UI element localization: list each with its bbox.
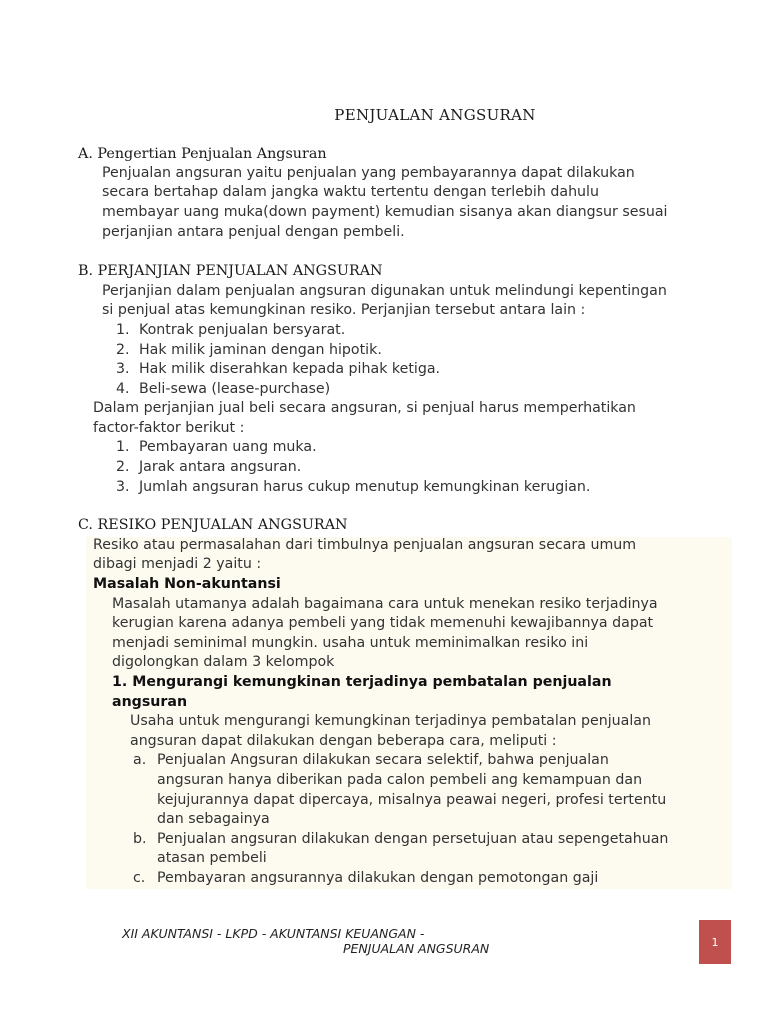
list-item: 1. Kontrak penjualan bersyarat.: [116, 322, 346, 338]
footer-line: PENJUALAN ANGSURAN: [343, 941, 490, 956]
section-c-para-line: Masalah utamanya adalah bagaimana cara untuk menekan resiko terjadinya: [112, 596, 658, 612]
section-a-line: membayar uang muka(down payment) kemudian sisanya akan diangsur sesuai: [102, 204, 668, 220]
section-a-line: perjanjian antara penjual dengan pembeli.: [102, 224, 405, 240]
item-line: atasan pembeli: [157, 850, 267, 866]
list-item: 1. Pembayaran uang muka.: [116, 439, 317, 455]
section-a-line: Penjualan angsuran yaitu penjualan yang pembayarannya dapat dilakukan: [102, 165, 635, 181]
section-c-heading: C. RESIKO PENJUALAN ANGSURAN: [78, 517, 348, 533]
point-1-heading: 1. Mengurangi kemungkinan terjadinya pembatalan penjualan: [112, 674, 612, 690]
section-c-para-line: menjadi seminimal mungkin. usaha untuk meminimalkan resiko ini: [112, 635, 589, 651]
section-b-heading: B. PERJANJIAN PENJUALAN ANGSURAN: [78, 263, 383, 279]
section-c-intro-line: Resiko atau permasalahan dari timbulnya penjualan angsuran secara umum: [93, 537, 637, 553]
page-title: PENJUALAN ANGSURAN: [334, 106, 536, 124]
section-a-line: secara bertahap dalam jangka waktu tertentu dengan terlebih dahulu: [102, 184, 599, 200]
section-b-intro-line: si penjual atas kemungkinan resiko. Perjanjian tersebut antara lain :: [102, 302, 586, 318]
list-item: 3. Hak milik diserahkan kepada pihak ketiga.: [116, 361, 441, 377]
item-line: Pembayaran angsurannya dilakukan dengan pemotongan gaji: [157, 870, 599, 886]
item-letter: b.: [133, 831, 147, 847]
section-b-mid-line: Dalam perjanjian jual beli secara angsuran, si penjual harus memperhatikan: [93, 400, 636, 416]
section-b-mid-line: factor-faktor berikut :: [93, 420, 245, 436]
footer-line: XII AKUNTANSI - LKPD - AKUNTANSI KEUANGAN -: [122, 926, 425, 941]
item-line: Penjualan Angsuran dilakukan secara selektif, bahwa penjualan: [157, 752, 609, 768]
section-b-intro-line: Perjanjian dalam penjualan angsuran digunakan untuk melindungi kepentingan: [102, 283, 667, 299]
item-line: Penjualan angsuran dilakukan dengan persetujuan atau sepengetahuan: [157, 831, 669, 847]
section-c-para-line: digolongkan dalam 3 kelompok: [112, 654, 335, 670]
list-item: 4. Beli-sewa (lease-purchase): [116, 381, 331, 397]
point-1-intro-line: Usaha untuk mengurangi kemungkinan terjadinya pembatalan penjualan: [130, 713, 651, 729]
section-c-intro-line: dibagi menjadi 2 yaitu :: [93, 556, 262, 572]
item-line: kejujurannya dapat dipercaya, misalnya peawai negeri, profesi tertentu: [157, 792, 667, 808]
section-a-heading: A. Pengertian Penjualan Angsuran: [78, 146, 327, 162]
point-1-heading: angsuran: [112, 694, 188, 710]
section-c-subheading: Masalah Non-akuntansi: [93, 576, 281, 592]
item-line: angsuran hanya diberikan pada calon pembeli ang kemampuan dan: [157, 772, 643, 788]
item-letter: a.: [133, 752, 147, 768]
list-item: 2. Jarak antara angsuran.: [116, 459, 302, 475]
page-number-badge: 1: [699, 920, 731, 964]
item-line: dan sebagainya: [157, 811, 270, 827]
point-1-intro-line: angsuran dapat dilakukan dengan beberapa cara, meliputi :: [130, 733, 557, 749]
list-item: 2. Hak milik jaminan dengan hipotik.: [116, 342, 382, 358]
item-letter: c.: [133, 870, 146, 886]
section-c-para-line: kerugian karena adanya pembeli yang tidak memenuhi kewajibannya dapat: [112, 615, 654, 631]
list-item: 3. Jumlah angsuran harus cukup menutup kemungkinan kerugian.: [116, 479, 591, 495]
